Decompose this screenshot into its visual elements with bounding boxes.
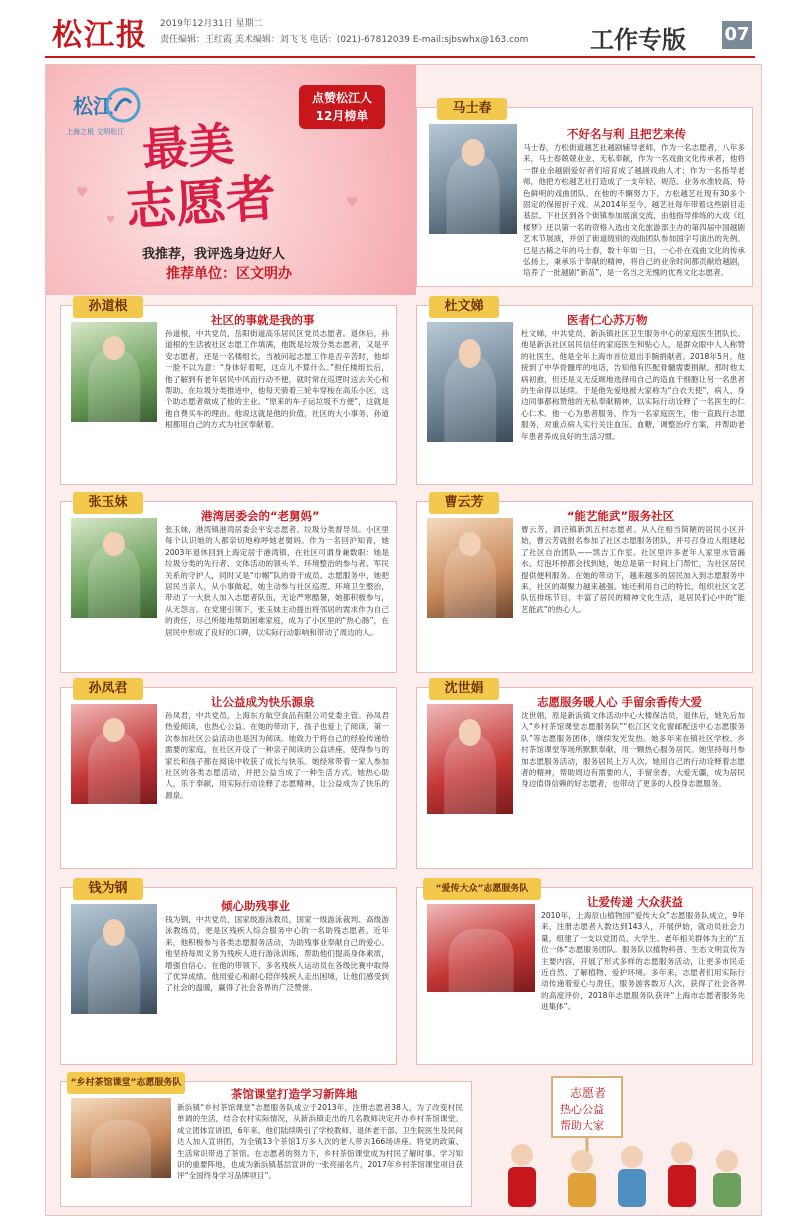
svg-text:热心公益: 热心公益 <box>560 1103 604 1116</box>
card-title: 港湾居委会的“老舅妈” <box>201 509 320 523</box>
card-body: 沈世娟，原是新浜镇文体活动中心大楼保洁员，退休后，她先后加入“乡村茶馆课堂志愿服务队”“松江区文化窗邮配送中心志愿服务队”等志愿服务团体，继续发光发热。她多年来在镇社区学校、乡村茶馆课堂等场所默默奉献，用一颗热心服务居民。她坚持每月参加志愿服务活动，服务居民上万人次。她用自己的行动诠释着志愿者的精神，帮助周边有需要的人，手留余香，大爱无疆，成为居民身边值得信赖的好志愿者，也带动了更多的人投身志愿服务。 <box>521 711 745 789</box>
heart-icon: ♥ <box>76 185 89 201</box>
masthead <box>0 0 805 62</box>
card-body: 孙凤君，中共党员，上海东方航空食品有限公司党委主管。孙凤君热爱阅读，也热心公益。在她的带动下，孩子也爱上了阅读，第一次参加社区公益活动也是因为阅读。她致力于将自己的经验传递给需要的家庭，在社区开设了一种亲子阅读的公益讲座，使得参与的家长和孩子都在阅读中收获了成长与快乐。她经常带着一家人参加社区的各类志愿活动，并把公益当成了一种生活方式。她热心助人，乐于奉献，用实际行动诠释了志愿精神，让公益成为了快乐的源泉。 <box>165 711 389 800</box>
volunteer-card <box>416 299 753 485</box>
volunteer-photo <box>71 322 157 422</box>
volunteer-card <box>416 495 753 673</box>
volunteer-name: “爱传大众”志愿服务队 <box>423 878 541 900</box>
volunteer-name: 杜文娣 <box>429 296 499 318</box>
volunteer-name: 张玉妹 <box>73 492 143 514</box>
hero-title-line1: 最美 <box>140 116 236 178</box>
hero-title-line2: 志愿者 <box>124 167 278 238</box>
volunteer-name: 孙凤君 <box>73 678 143 700</box>
hero-slogan: 我推荐，我评选身边好人 <box>142 247 286 262</box>
heart-icon: ♥ <box>106 215 115 226</box>
hero-banner <box>46 65 416 295</box>
volunteer-card <box>416 884 753 1065</box>
volunteer-name: 孙道根 <box>73 296 143 318</box>
card-title: 倾心助残事业 <box>221 899 290 913</box>
card-title: 让公益成为快乐源泉 <box>211 695 315 709</box>
card-body: 曹云芳，泗泾镇新凯五村志愿者。从入住相当简陋的居民小区开始，曹云芳就报名参加了社区志愿服务团队，并号召身边人组建起了社区自治团队——凯吉工作室。社区里许多老年人家里水管漏水、灯泡坏掉都会找到她，她总是第一时间上门帮忙，为社区居民提供便利服务。在她的带动下，越来越多的居民加入到志愿服务中来，社区的凝聚力越来越强。她还利用自己的特长，组织社区文艺队伍排练节目，丰富了居民的精神文化生活，是居民们心中的“能艺能武”的热心人。 <box>521 525 745 614</box>
volunteer-illustration <box>482 1075 750 1209</box>
volunteer-photo <box>429 124 517 234</box>
volunteer-photo <box>71 1098 171 1178</box>
card-body: 杜文娣，中共党员，新浜镇社区卫生服务中心的家庭医生团队长。他是新浜社区居民信任的家庭医生和贴心人，是群众眼中人人称赞的社医生。他是全年上海市首位退出手腕捐献者。2018年5月，他接到了中华骨髓库的电话，告知他有匹配骨髓需要捐献。那时他太病初愈，但还是义无反顾地选择用自己的造血干细胞让另一名患者的生命得以延续。于是他先爱地被大家称为“白衣天使”，病人、身边同事都称赞他的无私奉献精神，以实际行动诠释了一名医生的仁心仁术。他一心为患者服务，作为一名家庭医生，他一直践行志愿服务，对重点病人实行关注血压、血糖，调整治疗方案，并帮助老年患者养成良好的生活习惯。 <box>521 329 745 441</box>
page-number: 07 <box>722 21 752 49</box>
volunteer-photo <box>427 704 513 814</box>
issue-date: 2019年12月31日 星期二 <box>160 19 263 29</box>
volunteer-card <box>60 1078 472 1207</box>
section-title: 工作专版 <box>590 25 686 54</box>
svg-text:志愿者: 志愿者 <box>570 1086 607 1100</box>
card-title: “能艺能武”服务社区 <box>567 509 675 523</box>
volunteer-photo <box>71 518 157 618</box>
volunteer-photo <box>427 904 535 992</box>
heart-icon: ♥ <box>346 195 359 211</box>
card-body: 2010年，上海辰山植物园“爱传大众”志愿服务队成立，9年来，注册志愿者人数达到143人，开展伊始，就动员社会力量，组建了一支以党团员、大学生、老年相关群体为主的“五位一体”志愿服务团队。服务队以植物科普、生态文明宣传为主要内容，开展了形式多样的志愿服务活动，让更多市民走近自然、了解植物、爱护环境。多年来，志愿者们用实际行动传递着爱心与责任，服务游客数万人次，获得了社会各界的高度评价，2018年志愿服务队获评“上海市志愿者服务先进集体”。 <box>541 911 745 1012</box>
svg-text:帮助大家: 帮助大家 <box>560 1119 604 1132</box>
card-title: 茶馆课堂打造学习新阵地 <box>231 1087 358 1101</box>
volunteer-card <box>60 299 397 485</box>
volunteer-photo <box>71 904 157 1014</box>
songjiang-logo-icon <box>71 83 141 131</box>
volunteer-card <box>60 681 397 869</box>
card-body: 钱为钢，中共党员，国家级游泳教员，国家一级游泳裁判、高级游泳教练员，更是区残疾人综合服务中心的一名助残志愿者。近年来，他积极参与各类志愿服务活动，为助残事业奉献自己的爱心。他坚持每周义务为残疾人进行游泳训练，帮助他们提高身体素质，增强自信心。在他的带领下，多名残疾人运动员在各级比赛中取得了优异成绩。他用爱心和耐心陪伴残疾人走出困境，让他们感受到了社会的温暖，赢得了社会各界的广泛赞誉。 <box>165 915 389 993</box>
volunteer-photo <box>427 518 513 618</box>
paper-name: 松江报 <box>52 18 148 53</box>
volunteer-card <box>416 681 753 869</box>
volunteer-photo <box>427 322 513 442</box>
card-title: 不好名与利 且把艺来传 <box>567 127 687 141</box>
card-title: 医者仁心苏万物 <box>567 313 648 327</box>
card-title: 社区的事就是我的事 <box>211 313 315 327</box>
monthly-list-badge: 点赞松江人 12月榜单 <box>299 85 385 129</box>
card-title: 让爱传递 大众获益 <box>587 895 684 909</box>
volunteer-name: 曹云芳 <box>429 492 499 514</box>
volunteer-card <box>60 881 397 1065</box>
volunteer-name: 钱为钢 <box>73 878 143 900</box>
volunteer-card <box>416 101 753 287</box>
volunteer-card <box>60 495 397 673</box>
editor-info: 责任编辑：王红霞 美术编辑：刘飞飞 电话：(021)-67812039 E-mail:sjbswhx@163.com <box>160 35 529 45</box>
svg-text:松江: 松江 <box>73 94 113 118</box>
masthead-rule <box>45 56 755 58</box>
card-body: 张玉妹，港湾镇港湾居委会平安志愿者、垃圾分类督导员。小区里每个认识她的人都亲切地称呼她老舅妈。作为一名回沪知青，她2003年退休回到上海定居于港湾镇，在社区可谓身兼数职：她是垃圾分类的先行者、文体活动的领头羊、环境整治的参与者、军民关系的守护人，同时又是“巾帼”队的骨干成员。志愿服务中，她把居民当亲人，从小事做起，她主动参与社区巡逻、环境卫生整治，带动了一大批人加入志愿者队伍，无论严寒酷暑，她都积极参与，从无怨言。在党建引领下，张玉妹主动提出将邻居的需求作为自己的责任，尽己所能地帮助困难家庭，成为了小区里的“热心肠”，在居民中形成了良好的口碑，以实际行动影响和带动了周边的人。 <box>165 525 389 637</box>
card-title: 志愿服务暖人心 手留余香传大爱 <box>537 695 703 709</box>
volunteers-crowd-icon <box>482 1075 750 1209</box>
card-body: 孙道根，中共党员，岳阳街道高乐居民区党员志愿者。退休后，孙道根的生活被社区志愿工作填满，他既是垃圾分类志愿者，又是平安志愿者，还是一名楼组长，当被问起志愿工作是否辛苦时，他却一脸不以为意：“身体好着呢，这点儿不算什么。”担任楼组长后，他了解到有老年居民中风而行动不便，就时常在巡逻时送去关心和帮助。在垃圾分类推进中，他每天骑着三轮车穿梭在高乐小区，这个助志愿者做成了他的主业。“原来的车子运垃圾不方便”，这就是他自费买车的理由。他说这就是他的价值，社区的大小事务，孙道根都用自己的方式为社区奉献着。 <box>165 329 389 430</box>
volunteer-photo <box>71 704 157 804</box>
recommending-unit: 推荐单位：区文明办 <box>166 266 292 282</box>
volunteer-name: “乡村茶馆课堂”志愿服务队 <box>67 1072 185 1094</box>
feature-panel <box>45 64 762 1216</box>
volunteer-name: 沈世娟 <box>429 678 499 700</box>
logo-caption: 上海之根 文明松江 <box>66 128 125 136</box>
card-body: 新浜镇“乡村茶馆课堂”志愿服务队成立于2013年，注册志愿者38人，为了改变村民单调的生活，结合农村实际情况，从新浜镇走出的几名教师决定开办乡村茶馆课堂。成立团体宣讲团，6年来，他们陆续吸引了学校教师、退休老干部、卫生院医生及民间达人加入宣讲团，为全镇13个茶馆1万多人次的老人带去166场讲座。将党的政策、生活常识带进了茶馆。在志愿者的努力下，乡村茶馆课堂成为村民了解时事、学习知识的重要阵地，也成为新浜镇基层宣讲的一张亮丽名片，2017年乡村茶馆课堂项目获评“全国终身学习品牌项目”。 <box>177 1103 463 1181</box>
card-body: 马士春，方松街道越艺社越剧辅导老师，作为一名志愿者，八年多来，马士春兢兢业业、无私奉献，作为一名戏曲文化传承者，他将一群业余越剧爱好者们培育成了越剧戏曲人才；作为一名指导老师，他把方松越艺社打造成了一支年轻、规范、业务水准较高、特色鲜明的戏曲团队，在他的不懈努力下，方松越艺社现有30多个固定的保留折子戏。从2014年至今，越艺社每年带着这些剧目走基层、下社区到各个街镇参加展演交流，由他指导排练的大戏《红楼梦》还以第一名的资格入选由文化旅游部主办的第四届中国越剧艺术节展演，并创了街道级别的戏曲团队参加国字号演出的先例。已是古稀之年的马士春，数十年如一日，一心扑在戏曲文化的传承弘扬上，秉承乐于奉献的精神，将自己的业余时间都贡献给越剧，培养了一批越剧“新苗”，是一名当之无愧的优秀文化志愿者。 <box>523 143 745 278</box>
volunteer-name: 马士春 <box>437 98 507 120</box>
